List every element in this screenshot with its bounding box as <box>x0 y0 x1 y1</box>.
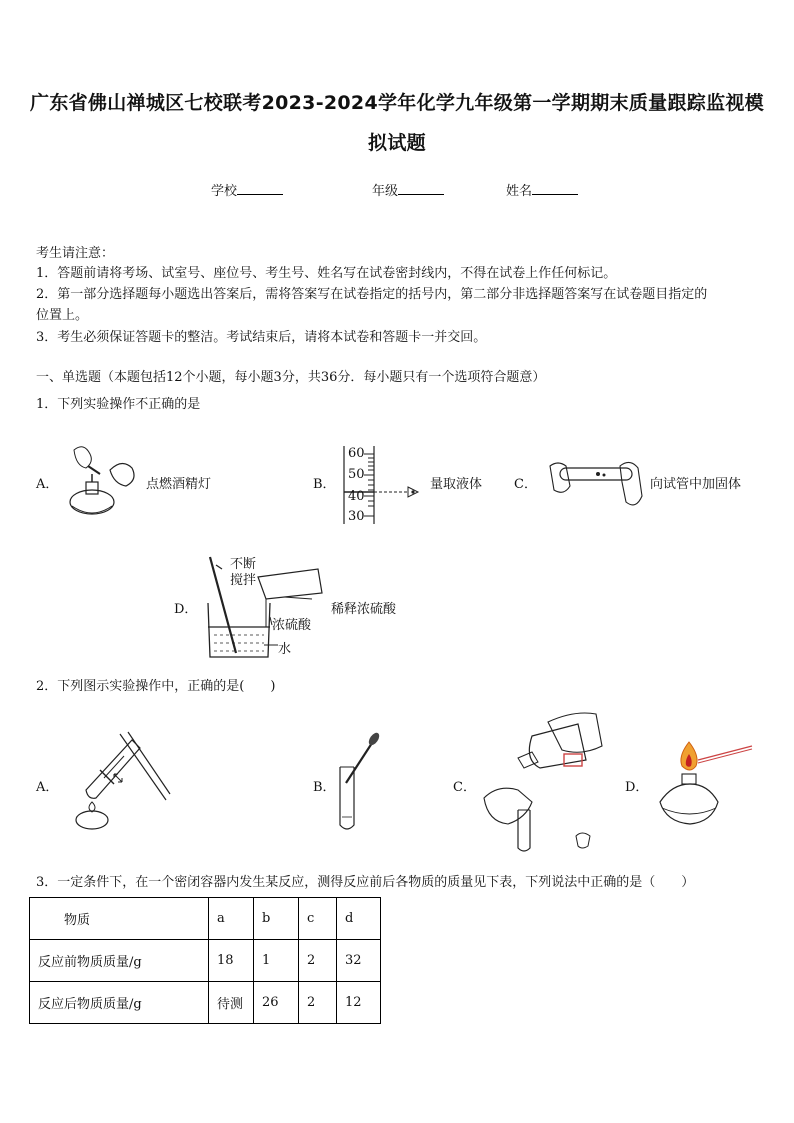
q2-stem: 2．下列图示实验操作中，正确的是( ) <box>36 679 276 694</box>
q1-option-c-letter[interactable]: C． <box>514 477 537 492</box>
notice-item-2b: 位置上。 <box>36 308 89 323</box>
q1-option-d-label: 稀释浓硫酸 <box>331 602 397 617</box>
table-cell: 12 <box>337 982 381 1024</box>
page-title-line2: 拟试题 <box>368 132 426 154</box>
student-info-fields <box>0 180 794 202</box>
q1-b-tick-60: 60 <box>348 446 365 461</box>
q2-d-lamp-figure <box>652 738 762 830</box>
q1-option-a-label: 点燃酒精灯 <box>146 477 212 492</box>
table-cell: 26 <box>254 982 299 1024</box>
q1-b-tick-50: 50 <box>348 467 365 482</box>
table-cell: 2 <box>299 982 337 1024</box>
table-cell: 1 <box>254 940 299 982</box>
table-row <box>30 982 381 1024</box>
table-header-cell: 物质 <box>30 898 209 940</box>
name-field[interactable] <box>506 180 578 199</box>
table-cell: 18 <box>209 940 254 982</box>
q1-c-testtube-figure <box>546 456 646 512</box>
name-label: 姓名 <box>506 184 533 199</box>
q1-option-b-label: 量取液体 <box>430 477 483 492</box>
q2-option-a-letter[interactable]: A． <box>36 780 59 795</box>
table-header-row <box>30 898 381 940</box>
q2-a-heating-figure <box>70 730 170 834</box>
table-cell: 反应后物质质量/g <box>30 982 209 1024</box>
q2-c-pouring-figure <box>478 706 608 854</box>
q1-d-acid-label: 浓硫酸 <box>272 618 312 633</box>
table-cell: 反应前物质质量/g <box>30 940 209 982</box>
q2-b-dropper-figure <box>334 733 384 833</box>
page-title-line1: 广东省佛山禅城区七校联考2023-2024学年化学九年级第一学期期末质量跟踪监视模 <box>30 92 764 114</box>
notice-item-3: 3．考生必须保证答题卡的整洁。考试结束后，请将本试卷和答题卡一并交回。 <box>36 330 487 345</box>
table-header-cell: c <box>299 898 337 940</box>
q1-option-c-label: 向试管中加固体 <box>650 477 742 492</box>
school-field[interactable] <box>211 180 283 199</box>
school-blank[interactable] <box>237 182 283 195</box>
notice-item-2a: 2．第一部分选择题每小题选出答案后，需将答案写在试卷指定的括号内，第二部分非选择题答案写在试卷题目指定的 <box>36 287 708 302</box>
q1-option-b-letter[interactable]: B． <box>313 477 336 492</box>
q1-b-tick-40: 40 <box>348 489 365 504</box>
q1-stem: 1．下列实验操作不正确的是 <box>36 397 201 412</box>
school-label: 学校 <box>211 184 238 199</box>
q1-option-d-letter[interactable]: D． <box>174 602 198 617</box>
q1-d-stir-label-2: 搅拌 <box>230 573 257 588</box>
table-header-cell: b <box>254 898 299 940</box>
table-header-cell: a <box>209 898 254 940</box>
section-heading: 一、单选题（本题包括12个小题，每小题3分，共36分．每小题只有一个选项符合题意） <box>36 370 546 385</box>
grade-label: 年级 <box>372 184 399 199</box>
notice-heading: 考生请注意： <box>36 246 115 261</box>
q3-stem: 3．一定条件下，在一个密闭容器内发生某反应，测得反应前后各物质的质量见下表，下列说法中正确的是（ ） <box>36 875 695 890</box>
q2-option-b-letter[interactable]: B． <box>313 780 336 795</box>
table-cell: 2 <box>299 940 337 982</box>
q1-b-tick-30: 30 <box>348 509 365 524</box>
q1-option-a-letter[interactable]: A． <box>36 477 59 492</box>
notice-item-1: 1．答题前请将考场、试室号、座位号、考生号、姓名写在试卷密封线内，不得在试卷上作任何标记。 <box>36 266 617 281</box>
table-header-cell: d <box>337 898 381 940</box>
q3-data-table <box>29 897 381 1024</box>
grade-field[interactable] <box>372 180 444 199</box>
q1-d-water-label: 水 <box>278 642 292 657</box>
table-cell: 待测 <box>209 982 254 1024</box>
table-cell: 32 <box>337 940 381 982</box>
q1-d-beaker-figure <box>200 553 330 663</box>
q1-d-stir-label-1: 不断 <box>230 557 257 572</box>
q2-option-d-letter[interactable]: D． <box>625 780 649 795</box>
q2-option-c-letter[interactable]: C． <box>453 780 476 795</box>
grade-blank[interactable] <box>398 182 444 195</box>
name-blank[interactable] <box>532 182 578 195</box>
table-row <box>30 940 381 982</box>
q1-a-lamp-figure <box>60 440 140 522</box>
